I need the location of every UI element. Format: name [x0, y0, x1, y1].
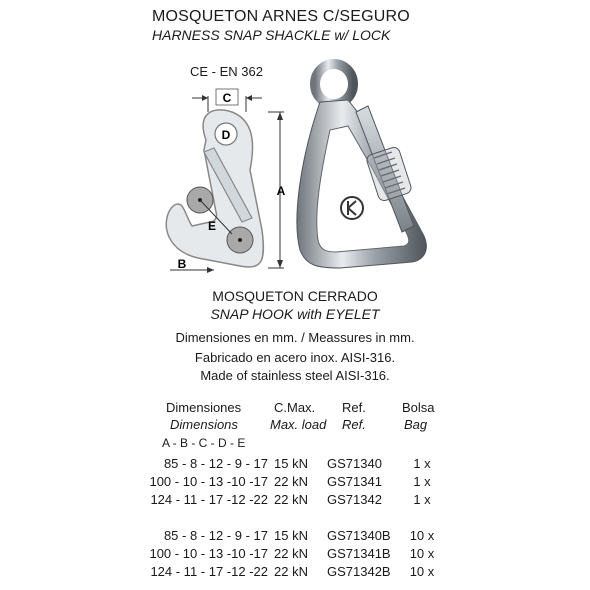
material-en: Made of stainless steel AISI-316. — [200, 368, 390, 383]
row-ref: GS71342 — [327, 492, 382, 507]
product-subtitle: HARNESS SNAP SHACKLE w/ LOCK — [152, 27, 391, 43]
row-dimensions: 85 - 8 - 12 - 9 - 17 — [163, 456, 268, 471]
dim-label-d: D — [221, 128, 231, 142]
row-dimensions: 100 - 10 - 13 -10 -17 — [149, 474, 268, 489]
row-dimensions: 124 - 11 - 17 -12 -22 — [150, 564, 268, 579]
row-load: 15 kN — [274, 528, 308, 543]
schematic-drawing — [166, 89, 285, 273]
dim-label-e: E — [207, 219, 217, 233]
dim-label-c: C — [222, 91, 232, 105]
product-photo — [297, 64, 426, 268]
row-ref: GS71341B — [327, 546, 391, 561]
product-title: MOSQUETON ARNES C/SEGURO — [152, 8, 410, 25]
row-bag: 10 x — [409, 546, 435, 561]
row-bag: 1 x — [413, 492, 431, 507]
row-dimensions: 124 - 11 - 17 -12 -22 — [150, 492, 268, 507]
row-load: 22 kN — [274, 474, 308, 489]
row-ref: GS71340 — [327, 456, 382, 471]
header-bag: Bolsa — [402, 400, 435, 415]
row-ref: GS71342B — [327, 564, 391, 579]
dimensions-note: Dimensiones en mm. / Meassures in mm. — [175, 330, 415, 345]
row-load: 15 kN — [274, 456, 308, 471]
row-dimensions: 85 - 8 - 12 - 9 - 17 — [163, 528, 268, 543]
header-dimensions-en: Dimensions — [170, 417, 238, 432]
header-dimensions: Dimensiones — [166, 400, 242, 415]
row-load: 22 kN — [274, 492, 308, 507]
row-bag: 1 x — [413, 456, 431, 471]
row-load: 22 kN — [274, 546, 308, 561]
header-maxload-en: Max. load — [270, 417, 327, 432]
header-cmax: C.Max. — [274, 400, 316, 415]
row-ref: GS71341 — [327, 474, 382, 489]
header-ref-en: Ref. — [342, 417, 366, 432]
dim-label-b: B — [177, 257, 187, 271]
product-name: MOSQUETON CERRADO — [212, 288, 378, 304]
header-ref: Ref. — [342, 400, 366, 415]
ce-standard: CE - EN 362 — [190, 64, 263, 79]
row-bag: 10 x — [409, 564, 435, 579]
dimension-codes: A - B - C - D - E — [162, 436, 246, 450]
product-name-en: SNAP HOOK with EYELET — [210, 306, 380, 322]
dim-label-a: A — [276, 184, 286, 198]
material-es: Fabricado en acero inox. AISI-316. — [194, 350, 396, 365]
row-bag: 10 x — [409, 528, 435, 543]
row-ref: GS71340B — [327, 528, 391, 543]
row-load: 22 kN — [274, 564, 308, 579]
row-bag: 1 x — [413, 474, 431, 489]
header-bag-en: Bag — [404, 417, 428, 432]
brand-logo-icon — [341, 197, 363, 219]
row-dimensions: 100 - 10 - 13 -10 -17 — [149, 546, 268, 561]
